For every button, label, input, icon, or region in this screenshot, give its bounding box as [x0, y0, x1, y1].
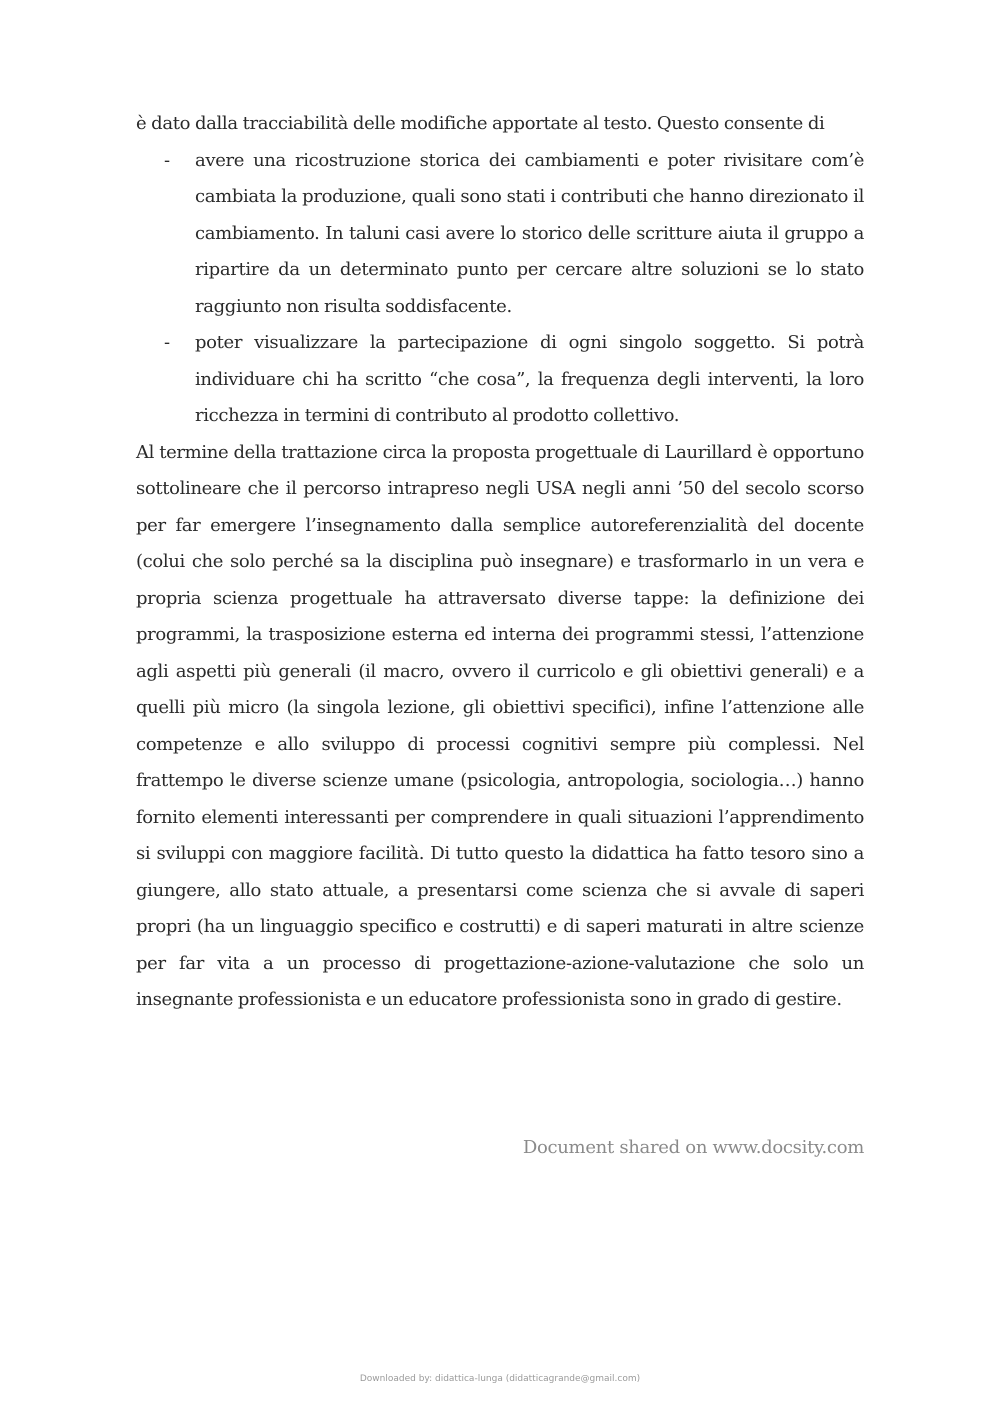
- page-body: [136, 106, 864, 1019]
- list-item-text: poter visualizzare la partecipazione di ogni singolo soggetto. Si potrà individuare chi ha scritto “che cosa”, la frequenza degli interventi, la loro ricchezza in termini di contributo al prodotto collettivo.: [195, 332, 864, 426]
- bullet-dash: -: [164, 149, 170, 171]
- list-item: [136, 325, 864, 435]
- bullet-list: [136, 143, 864, 435]
- list-item-text: avere una ricostruzione storica dei cambiamenti e poter rivisitare com’è cambiata la produzione, quali sono stati i contributi che hanno direzionato il cambiamento. In taluni casi avere lo storico delle scritture aiuta il gruppo a ripartire da un determinato punto per cercare altre soluzioni se lo stato raggiunto non risulta soddisfacente.: [195, 149, 864, 317]
- intro-line: è dato dalla tracciabilità delle modifiche apportate al testo. Questo consente di: [136, 113, 825, 134]
- downloaded-by-notice: Downloaded by: didattica-lunga (didatticagrande@gmail.com): [359, 1374, 641, 1384]
- list-item: [136, 143, 864, 326]
- bullet-dash: -: [164, 332, 170, 353]
- body-paragraph: Al termine della trattazione circa la proposta progettuale di Laurillard è opportuno sottolineare che il percorso intrapreso negli USA negli anni ’50 del secolo scorso per far emergere l’insegnamento dalla semplice autoreferenzialità del docente (colui che solo perché sa la disciplina può insegnare) e trasformarlo in un vera e propria scienza progettuale ha attraversato diverse tappe: la definizione dei programmi, la trasposizione esterna ed interna dei programmi stessi, l’attenzione agli aspetti più generali (il macro, ovvero il curricolo e gli obiettivi generali) e a quelli più micro (la singola lezione, gli obiettivi specifici), infine l’attenzione alle competenze e allo sviluppo di processi cognitivi sempre più complessi. Nel frattempo le diverse scienze umane (psicologia, antropologia, sociologia…) hanno fornito elementi interessanti per comprendere in quali situazioni l’apprendimento si sviluppi con maggiore facilità. Di tutto questo la didattica ha fatto tesoro sino a giungere, allo stato attuale, a presentarsi come scienza che si avvale di saperi propri (ha un linguaggio specifico e costrutti) e di saperi maturati in altre scienze per far vita a un processo di progettazione-azione-valutazione che solo un insegnante professionista e un educatore professionista sono in grado di gestire.: [136, 441, 864, 1010]
- shared-notice: Document shared on www.docsity.com: [522, 1137, 864, 1158]
